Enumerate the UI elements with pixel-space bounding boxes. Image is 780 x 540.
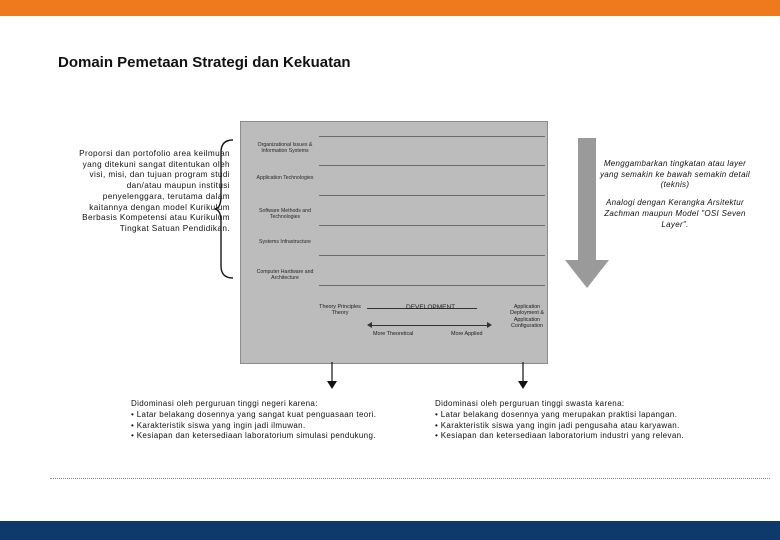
list-item: • Latar belakang dosennya yang merupakan praktisi lapangan. bbox=[435, 410, 684, 421]
band-divider bbox=[319, 255, 545, 256]
list-item: • Karakteristik siswa yang ingin jadi pengusaha atau karyawan. bbox=[435, 421, 684, 432]
band-divider bbox=[319, 136, 545, 137]
range-arrow-line bbox=[369, 325, 487, 326]
band-divider bbox=[319, 285, 545, 286]
band-label: Organizational Issues & Information Systems bbox=[257, 142, 313, 154]
top-accent-bar bbox=[0, 0, 780, 16]
right-sub-label: More Applied bbox=[451, 331, 483, 337]
left-end-label: Theory Principles Theory bbox=[319, 304, 361, 317]
band-label: Application Technologies bbox=[256, 175, 314, 181]
arrow-left-icon bbox=[367, 322, 372, 328]
note-right-heading: Didominasi oleh perguruan tinggi swasta karena: bbox=[435, 399, 625, 408]
band-divider bbox=[319, 165, 545, 166]
band-divider bbox=[319, 195, 545, 196]
axis-title: DEVELOPMENT bbox=[406, 304, 456, 311]
left-sub-label: More Theoretical bbox=[373, 331, 414, 337]
slide-title: Domain Pemetaan Strategi dan Kekuatan bbox=[58, 54, 351, 71]
band-label: Computer Hardware and Architecture bbox=[256, 269, 314, 281]
right-description bbox=[600, 159, 750, 237]
note-left-heading: Didominasi oleh perguruan tinggi negeri karena: bbox=[131, 399, 318, 408]
list-item: • Kesiapan dan ketersediaan laboratorium industri yang relevan. bbox=[435, 431, 684, 442]
note-right bbox=[435, 399, 684, 442]
band-label: Systems Infrastructure bbox=[259, 239, 311, 245]
band-divider bbox=[319, 225, 545, 226]
development-diagram bbox=[240, 121, 548, 364]
curly-brace bbox=[213, 138, 237, 280]
arrow-down-icon bbox=[326, 362, 338, 390]
arrow-right-icon bbox=[487, 322, 492, 328]
band-label: Software Methods and Technologies bbox=[259, 208, 311, 220]
list-item: • Latar belakang dosennya yang sangat kuat penguasaan teori. bbox=[131, 410, 376, 421]
note-left bbox=[131, 399, 376, 442]
right-text-line1: Menggambarkan tingkatan atau layer yang semakin ke bawah semakin detail (teknis) bbox=[600, 159, 750, 190]
arrow-down-icon bbox=[517, 362, 529, 390]
left-description: Proporsi dan portofolio area keilmuan yang ditekuni sangat ditentukan oleh visi, misi, dan tujuan program studi dan/atau maupun institusi penyelenggara, terutama dalam kaitannya dengan model Kurikulum Berbasis Kompetensi atau Kurikulum Tingkat Satuan Pendidikan. bbox=[79, 149, 230, 233]
footer-divider bbox=[50, 478, 770, 479]
list-item: • Kesiapan dan ketersediaan laboratorium simulasi pendukung. bbox=[131, 431, 376, 442]
list-item: • Karakteristik siswa yang ingin jadi ilmuwan. bbox=[131, 421, 376, 432]
bottom-accent-bar bbox=[0, 521, 780, 540]
right-text-line2: Analogi dengan Kerangka Arsitektur Zachman maupun Model "OSI Seven Layer". bbox=[604, 198, 746, 229]
right-end-label: Application Deployment & Application Configuration bbox=[510, 304, 544, 329]
